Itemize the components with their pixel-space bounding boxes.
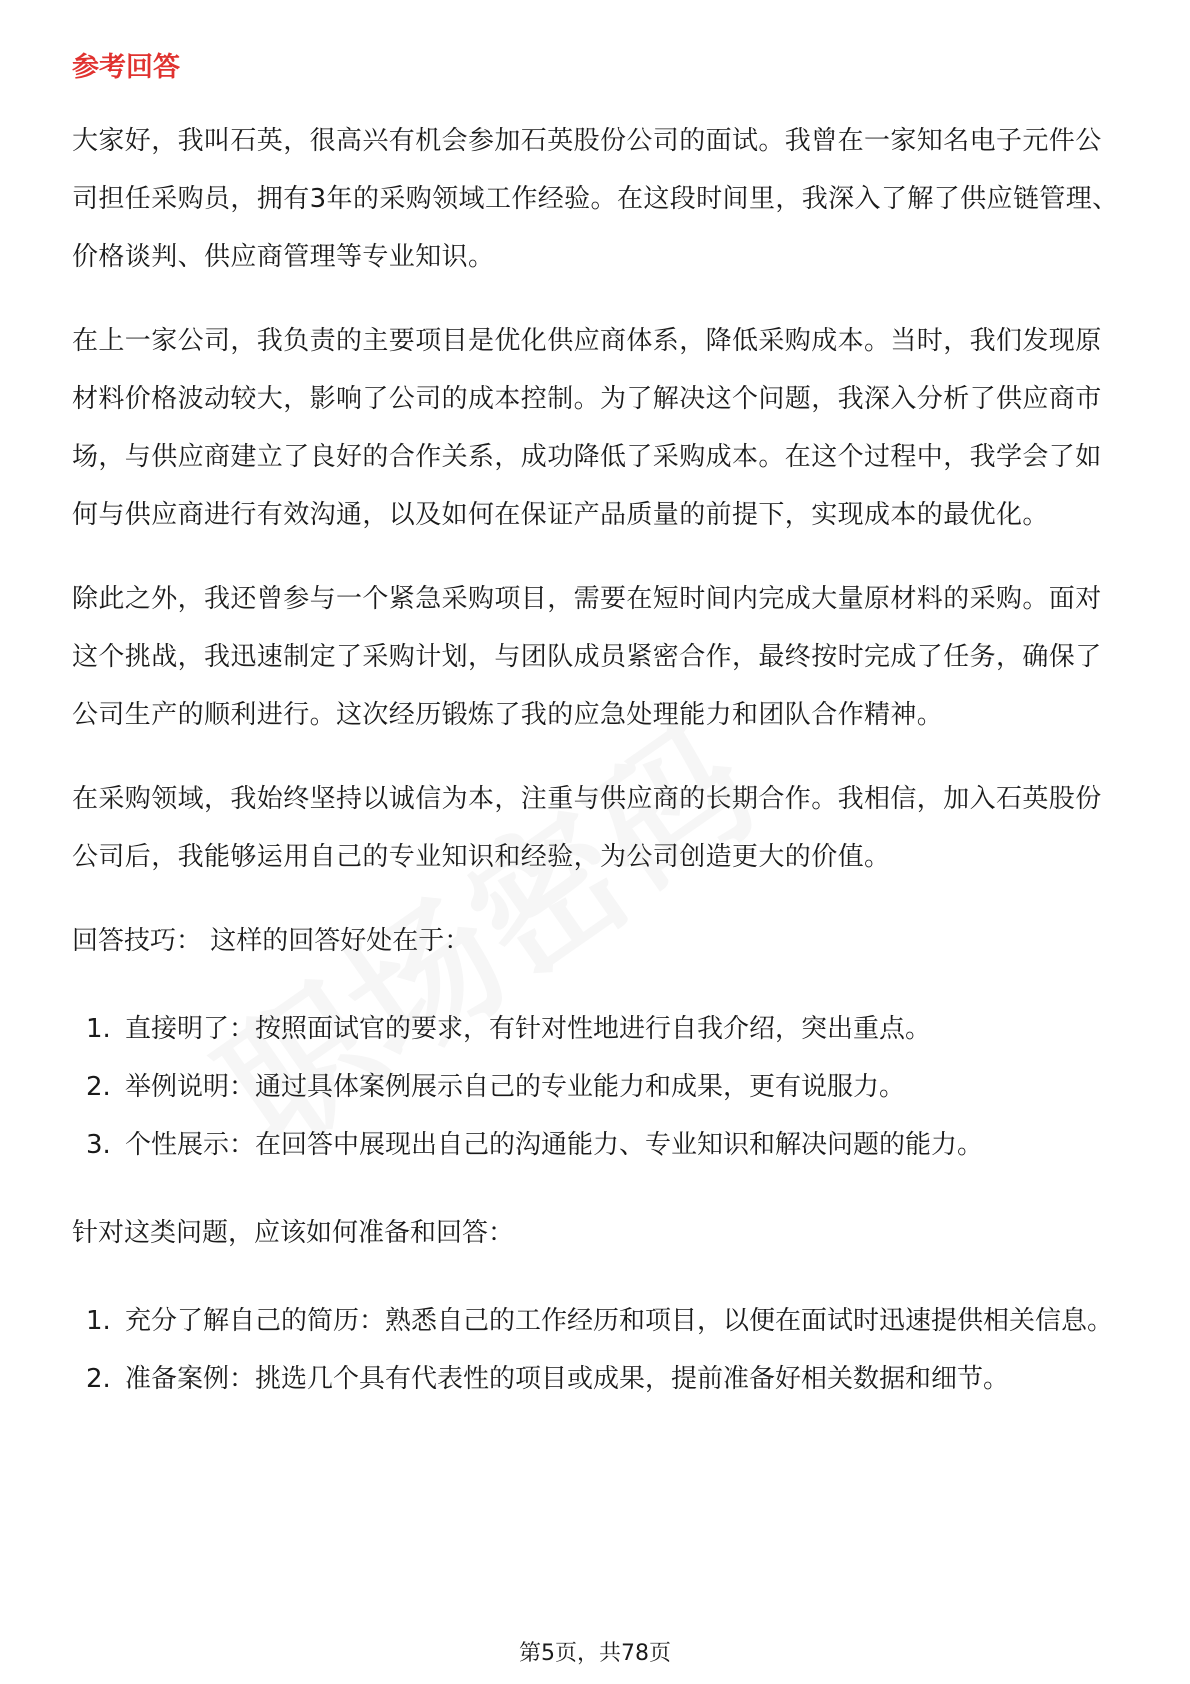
list-item-text: 举例说明：通过具体案例展示自己的专业能力和成果，更有说服力。 <box>125 1072 906 1102</box>
list-item <box>72 1000 1122 1058</box>
list-number: 1. <box>86 1306 111 1336</box>
paragraph-urgent-procurement: 除此之外，我还曾参与一个紧急采购项目，需要在短时间内完成大量原材料的采购。面对这个挑战，我迅速制定了采购计划，与团队成员紧密合作，最终按时完成了任务，确保了公司生产的顺利进行。这次经历锻炼了我的应急处理能力和团队合作精神。 <box>72 584 1102 730</box>
prep-list <box>72 1292 1122 1408</box>
list-item-text: 直接明了：按照面试官的要求，有针对性地进行自我介绍，突出重点。 <box>125 1014 932 1044</box>
list-item-text: 个性展示：在回答中展现出自己的沟通能力、专业知识和解决问题的能力。 <box>125 1130 984 1160</box>
list-item <box>72 1058 1122 1116</box>
paragraph-project: 在上一家公司，我负责的主要项目是优化供应商体系，降低采购成本。当时，我们发现原材料价格波动较大，影响了公司的成本控制。为了解决这个问题，我深入分析了供应商市场，与供应商建立了良好的合作关系，成功降低了采购成本。在这个过程中，我学会了如何与供应商进行有效沟通，以及如何在保证产品质量的前提下，实现成本的最优化。 <box>72 326 1102 530</box>
document-page <box>72 48 1122 1438</box>
section-title: 参考回答 <box>72 52 180 83</box>
list-item-text: 准备案例：挑选几个具有代表性的项目或成果，提前准备好相关数据和细节。 <box>125 1364 1010 1394</box>
list-item-text: 充分了解自己的简历：熟悉自己的工作经历和项目，以便在面试时迅速提供相关信息。 <box>125 1306 1114 1336</box>
list-number: 2. <box>86 1072 111 1102</box>
paragraph-closing: 在采购领域，我始终坚持以诚信为本，注重与供应商的长期合作。我相信，加入石英股份公司后，我能够运用自己的专业知识和经验，为公司创造更大的价值。 <box>72 784 1102 872</box>
list-item <box>72 1116 1122 1174</box>
list-number: 1. <box>86 1014 111 1044</box>
list-item <box>72 1292 1122 1350</box>
prep-lead: 针对这类问题，应该如何准备和回答： <box>72 1218 515 1248</box>
list-number: 3. <box>86 1130 111 1160</box>
tips-lead: 回答技巧： 这样的回答好处在于： <box>72 926 471 956</box>
paragraph-intro: 大家好，我叫石英，很高兴有机会参加石英股份公司的面试。我曾在一家知名电子元件公司担任采购员，拥有3年的采购领域工作经验。在这段时间里，我深入了解了供应链管理、价格谈判、供应商管理等专业知识。 <box>72 126 1119 272</box>
list-item <box>72 1350 1122 1408</box>
tips-list <box>72 1000 1122 1174</box>
list-number: 2. <box>86 1364 111 1394</box>
page-number: 第5页，共78页 <box>519 1641 671 1666</box>
